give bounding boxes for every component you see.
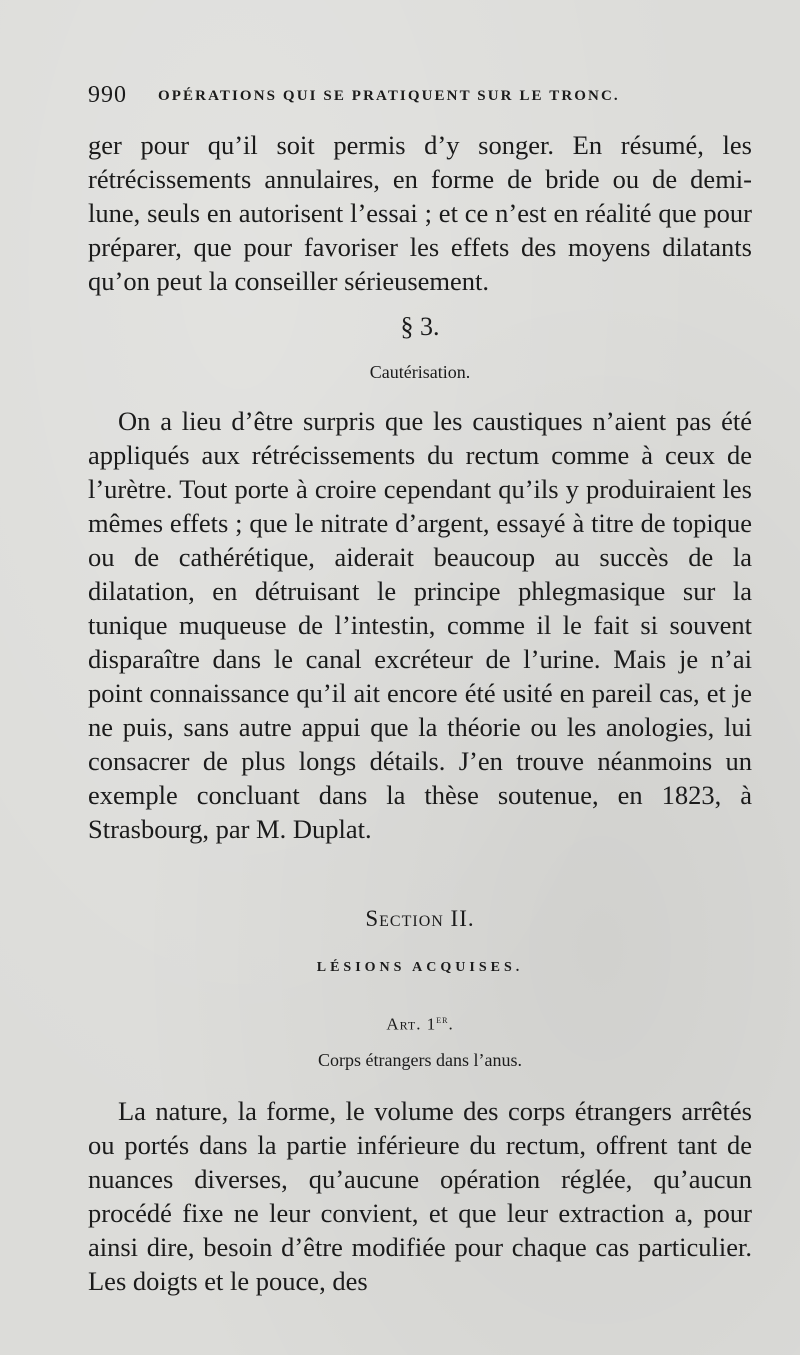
- section-heading: Section II.: [365, 906, 475, 931]
- chapter-heading: LÉSIONS ACQUISES.: [316, 960, 524, 975]
- article-title: Corps étrangers dans l’anus.: [318, 1050, 522, 1070]
- article-period: .: [448, 1014, 454, 1034]
- page-header: [88, 82, 748, 112]
- paragraph-corps-etrangers: [88, 1094, 752, 1298]
- running-head: OPÉRATIONS QUI SE PRATIQUENT SUR LE TRONC.: [158, 88, 620, 104]
- paragraph-3: La nature, la forme, le volume des corps étrangers arrêtés ou portés dans la partie inférieure du rectum, offrent tant de nuances diverses, qu’aucune opération réglée, qu’aucun procédé fixe ne leur convient, et que leur extraction a, pour ainsi dire, besoin d’être modifiée pour chaque cas particulier. Les doigts et le pouce, des: [88, 1096, 752, 1296]
- paragraph-2: On a lieu d’être surpris que les caustiques n’aient pas été appliqués aux rétrécissements du rectum comme à ceux de l’urètre. Tout porte à croire cependant qu’ils y produiraient les mêmes effets ; que le nitrate d’argent, essayé à titre de topique ou de cathérétique, aiderait beaucoup au succès de la dilatation, en détruisant le principe phlegmasique sur la tunique muqueuse de l’intestin, comme il le fait si souvent disparaître dans le canal excréteur de l’urine. Mais je n’ai point connaissance qu’il ait encore été usité en pareil cas, et je ne puis, sans autre appui que la théorie ou les anologies, lui consacrer de plus longs détails. J’en trouve néanmoins un exemple concluant dans la thèse soutenue, en 1823, à Strasbourg, par M. Duplat.: [88, 406, 752, 844]
- section-number: § 3.: [400, 312, 440, 341]
- article-superscript: er: [436, 1012, 449, 1026]
- article-label: Art. 1: [386, 1014, 437, 1034]
- paragraph-cauterisation: [88, 404, 752, 846]
- paragraph-continuation: [88, 128, 752, 298]
- subsection-title: Cautérisation.: [369, 362, 471, 382]
- paragraph-1: ger pour qu’il soit permis d’y songer. En résumé, les rétrécissements annulaires, en forme de bride ou de demi-lune, seuls en autorisent l’essai ; et ce n’est en réalité que pour préparer, que pour favoriser les effets des moyens dilatants qu’on peut la conseiller sérieusement.: [88, 130, 752, 296]
- article-heading: [88, 1012, 752, 1035]
- page-number: 990: [88, 82, 127, 108]
